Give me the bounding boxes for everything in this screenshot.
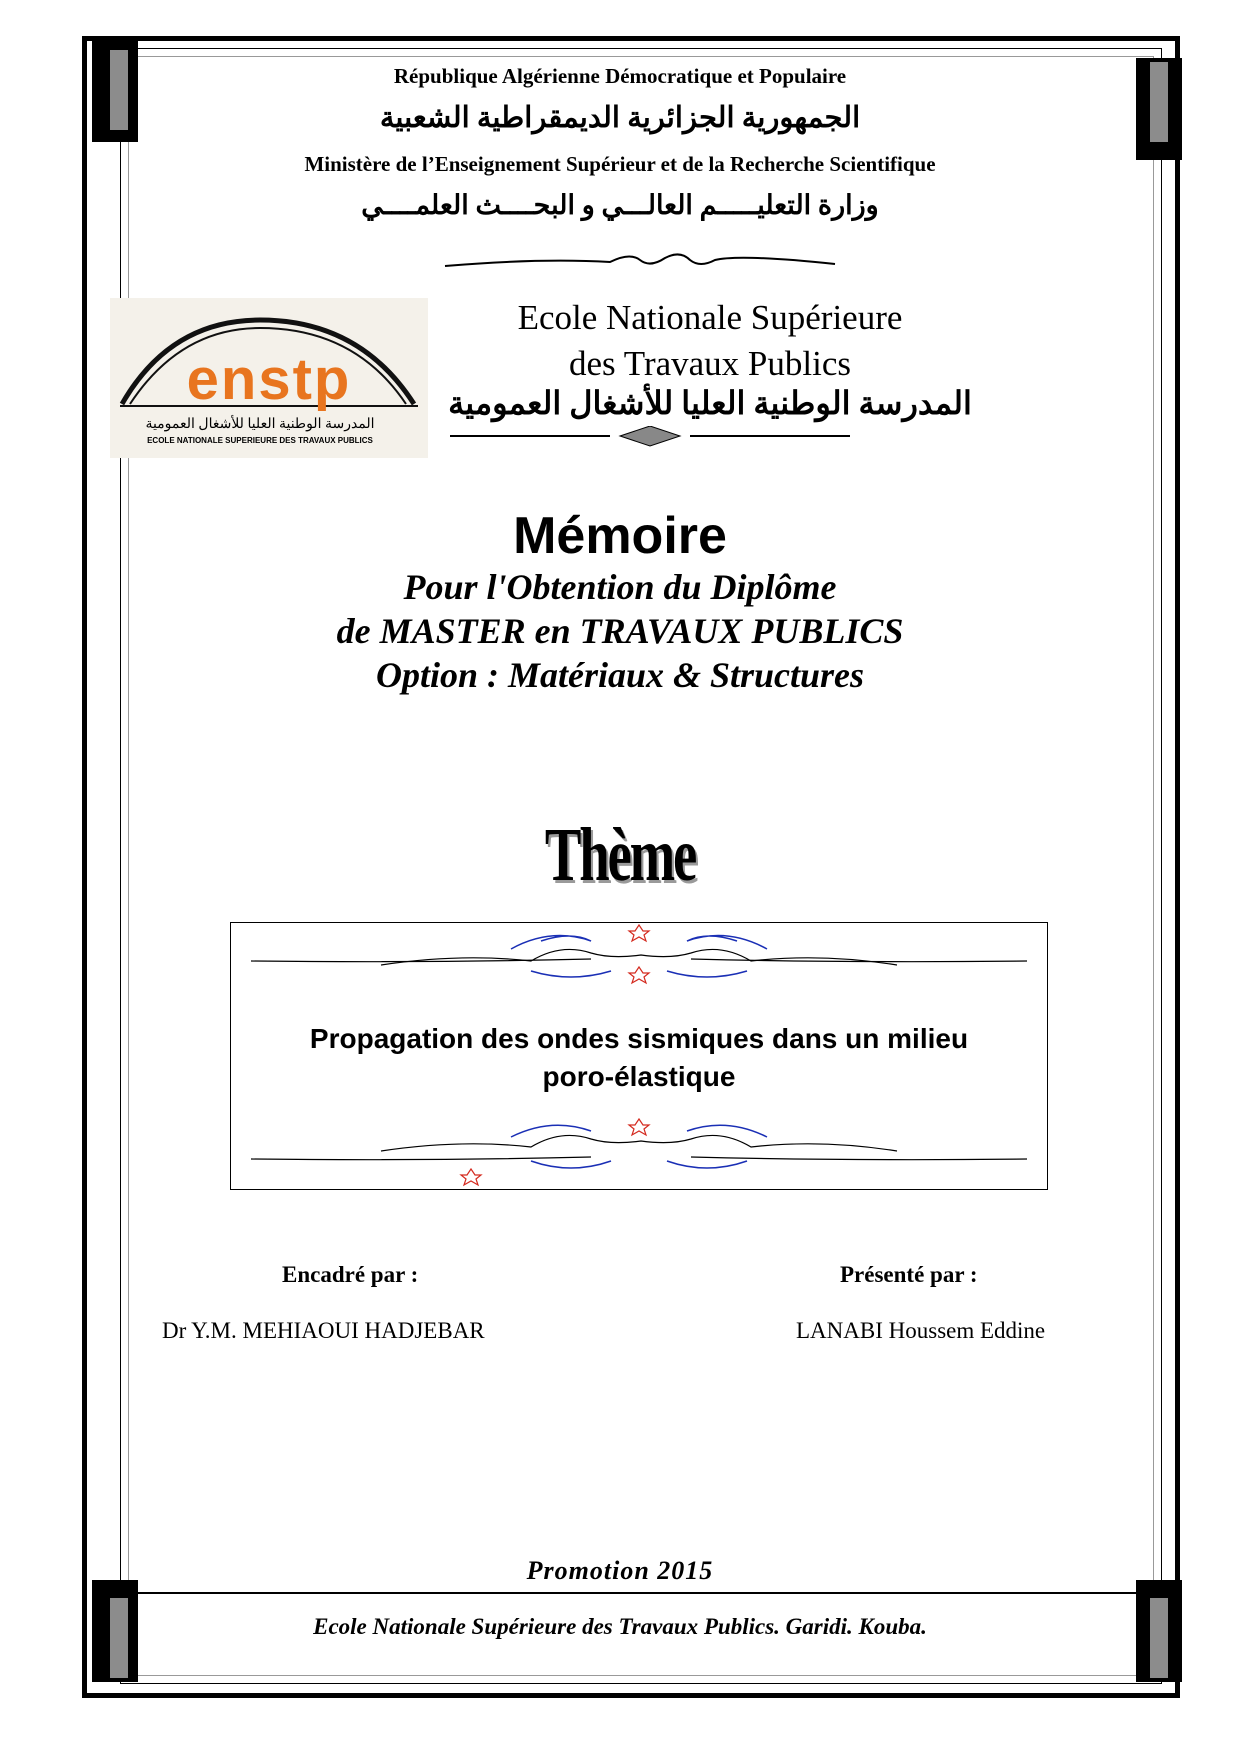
school-name-line2: des Travaux Publics <box>569 344 851 383</box>
ministry-title-ar: وزارة التعليـــــم العالـــي و البحــــث العلمــــي <box>361 190 879 220</box>
memoire-subtitle-line2: de MASTER en TRAVAUX PUBLICS <box>336 611 904 651</box>
school-address: Ecole Nationale Supérieure des Travaux Publics. Garidi. Kouba. <box>313 1614 927 1639</box>
thesis-title-line1: Propagation des ondes sismiques dans un milieu <box>309 1023 969 1054</box>
thesis-title-line2: poro-élastique <box>542 1061 736 1092</box>
memoire-heading: Mémoire <box>513 507 727 565</box>
memoire-option: Option : Matériaux & Structures <box>375 655 865 695</box>
supervisor-label: Encadré par : <box>282 1262 419 1287</box>
promotion-year: Promotion 2015 <box>526 1556 714 1585</box>
republic-title-ar: الجمهورية الجزائرية الديمقراطية الشعبية <box>379 102 861 134</box>
school-name-line1: Ecole Nationale Supérieure <box>517 298 903 337</box>
republic-title-fr: République Algérienne Démocratique et Populaire <box>393 64 847 88</box>
footer-divider <box>128 1592 1154 1594</box>
supervisor-name: Dr Y.M. MEHIAOUI HADJEBAR <box>162 1318 485 1343</box>
school-name-ar: المدرسة الوطنية العليا للأشغال العمومية <box>448 385 972 421</box>
school-logo <box>110 298 428 458</box>
ministry-title-fr: Ministère de l’Enseignement Supérieur et de la Recherche Scientifique <box>304 152 936 176</box>
author-label: Présenté par : <box>840 1262 978 1287</box>
header-flourish-divider <box>440 248 840 274</box>
logo-caption-fr: ECOLE NATIONALE SUPERIEURE DES TRAVAUX PUBLICS <box>147 436 373 445</box>
school-diamond-divider <box>450 426 850 450</box>
memoire-subtitle-line1: Pour l'Obtention du Diplôme <box>403 567 837 607</box>
theme-heading: Thème <box>544 813 696 897</box>
logo-wordmark: enstp <box>186 347 352 412</box>
logo-caption-ar: المدرسة الوطنية العليا للأشغال العمومية <box>145 417 375 432</box>
thesis-title <box>230 1020 1048 1096</box>
author-name: LANABI Houssem Eddine <box>796 1318 1046 1343</box>
